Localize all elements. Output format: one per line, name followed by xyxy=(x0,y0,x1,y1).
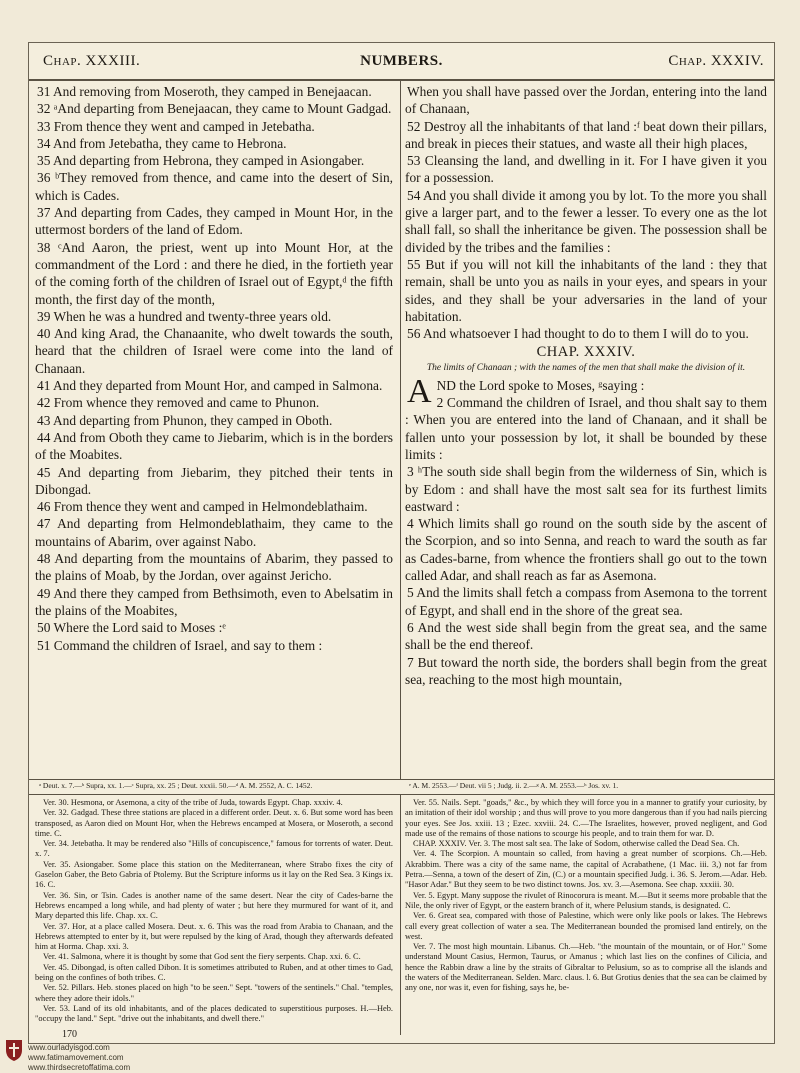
chapter-summary: The limits of Chanaan ; with the names of the men that shall make the division of it. xyxy=(426,362,746,373)
verse: 51 Command the children of Israel, and say to them : xyxy=(37,637,323,653)
url-link[interactable]: www.ourladyisgod.com xyxy=(28,1043,110,1052)
verse: 47 And departing from Helmondeblathaim, they came to the mountains of Abarim, over against Nabo. xyxy=(35,516,393,549)
column-divider xyxy=(400,79,401,779)
chapter-title: CHAP. XXXIV. xyxy=(536,344,636,361)
verse: 5 And the limits shall fetch a compass from Asemona to the torrent of Egypt, and shall end in the shore of the great sea. xyxy=(405,585,767,618)
verse: 50 Where the Lord said to Moses :ᵉ xyxy=(37,620,226,636)
verse: 48 And departing from the mountains of Abarim, they passed to the plains of Moab, by the Jordan, over against Jericho. xyxy=(35,551,393,584)
footnotes-left: ᵃ Deut. x. 7.—ᵇ Supra, xx. 1.—ᶜ Supra, xx. 25 ; Deut. xxxii. 50.—ᵈ A. M. 2552, A. C. 1452. xyxy=(39,781,313,790)
verse: 44 And from Oboth they came to Jiebarim, which is in the borders of the Moabites. xyxy=(35,429,393,463)
verse: When you shall have passed over the Jordan, entering into the land of Chanaan, xyxy=(405,84,767,117)
verse: 41 And they departed from Mount Hor, and camped in Salmona. xyxy=(37,378,383,394)
commentary-note: Ver. 45. Dibongad, is often called Dibon. It is sometimes attributed to Ruben, and at other times to Gad, being on the confines of both tribes. C. xyxy=(35,962,393,983)
notes-column-divider xyxy=(400,795,401,1035)
verse: 49 And there they camped from Bethsimoth, even to Abelsatim in the plains of the Moabites, xyxy=(35,585,393,618)
verse: 39 When he was a hundred and twenty-three years old. xyxy=(37,308,332,324)
footnote-rule xyxy=(29,779,774,780)
commentary-left xyxy=(35,798,393,1025)
verse: 34 And from Jetebatha, they came to Hebrona. xyxy=(37,135,287,151)
commentary-note: Ver. 37. Hor, at a place called Mosera. Deut. x. 6. This was the road from Arabia to Chanaan, and the Hebrews attempted to enter by it, but were repulsed by the king of Arad, though they afterwards defeated him at Horma. Chap. xxi. 3. xyxy=(35,921,393,952)
url-link[interactable]: www.thirdsecretoffatima.com xyxy=(28,1063,131,1072)
right-column xyxy=(405,83,767,688)
verse: 53 Cleansing the land, and dwelling in it. For I have given it you for a possession. xyxy=(405,153,767,186)
commentary-right xyxy=(405,798,767,994)
commentary-note: Ver. 6. Great sea, compared with those of Palestine, which were only like pools or lakes. The Hebrews call every great collection of water a sea. The Mediterranean bounded the promised land entirely, on the west. xyxy=(405,911,767,941)
verse: 7 But toward the north side, the borders shall begin from the great sea, reaching to the most high mountain, xyxy=(405,654,767,687)
commentary-note: Ver. 7. The most high mountain. Libanus. Ch.—Heb. "the mountain of the mountain, or of Hor." Some understand Mount Casius, Hermon, Taurus, or Amanus ; which last lies on the confines of Cilicia, and hence the Rabbin draw a line by the straits of Gibraltar to Pelusium, so as to comprise all the islands and the waters of the Mediterranean. Selden. Marc. claus. l. 6. But Grotius denies that the sea can be claimed by any one, nor was it, even for fishing, says he, be- xyxy=(405,942,767,993)
bible-page xyxy=(28,42,775,1044)
commentary-note: Ver. 4. The Scorpion. A mountain so called, from having a great number of scorpions. Ch.—Heb. Akrabbim. There was a city of the same name, the capital of Acrabathene, (1 Mac. iii. 3,) not far from Petra.—Senna, a town of the desert of Zin, (C.) or a mountain specified Judg. i. 36. S. Jerom.—Adar. Heb. "Hasor Adar." But they seem to be two distinct towns. Jos. xv. 3.—Asemona. See chap. xxxiii. 30. xyxy=(405,849,767,890)
commentary-note: Ver. 34. Jetebatha. It may be rendered also "Hills of concupiscence," famous for torrents of water. Deut. x. 7. xyxy=(35,839,393,859)
verse: 2 Command the children of Israel, and thou shalt say to them : When you are entered into the land of Chanaan, and it shall be fallen unto your possession by lot, it shall be bounded by these limits : xyxy=(405,395,767,462)
commentary-note: Ver. 55. Nails. Sept. "goads," &c., by which they will force you in a manner to gratify your curiosity, by an imitation of their idol worship ; and thus will prove to you more dangerous than if you had nails piercing your eyes. See Jos. xxiii. 13 ; Ezec. xxviii. 24. C.—The Israelites, however, proved negligent, and God made use of the remains of those nations to scourge his people, and to train them for war. D. xyxy=(405,798,767,838)
verse: 40 And king Arad, the Chanaanite, who dwelt towards the south, heard that the children of Israel were come into the land of Chanaan. xyxy=(35,326,393,376)
left-column xyxy=(35,83,393,654)
verse: 4 Which limits shall go round on the south side by the ascent of the Scorpion, and so into Senna, and reach to ward the south as far as Cades-barne, from whence the frontiers shall go out to the town called Adar, and shall reach as far as Asemona. xyxy=(405,516,767,584)
commentary-note: Ver. 52. Pillars. Heb. stones placed on high "to be seen." Sept. "towers of the sentinels." Chal. "temples, where they adore their idols." xyxy=(35,983,393,1003)
verse: 33 From thence they went and camped in Jetebatha. xyxy=(37,118,315,134)
shield-cross-icon xyxy=(4,1038,24,1062)
commentary-note: Ver. 41. Salmona, where it is thought by some that God sent the fiery serpents. Chap. xxi. 6. C. xyxy=(43,952,361,962)
drop-cap: A xyxy=(407,372,432,410)
notes-rule xyxy=(29,794,774,795)
verse: 56 And whatsoever I had thought to do to them I will do to you. xyxy=(407,326,749,342)
url-link[interactable]: www.fatimamovement.com xyxy=(28,1053,124,1062)
verse: 45 And departing from Jiebarim, they pitched their tents in Dibongad. xyxy=(35,464,393,497)
footnotes-right: ᵉ A. M. 2553.—ᶠ Deut. vii 5 ; Judg. ii. 2.—ᵍ A. M. 2553.—ʰ Jos. xv. 1. xyxy=(409,781,619,790)
commentary-note: CHAP. XXXIV. Ver. 3. The most salt sea. The lake of Sodom, otherwise called the Dead Sea. Ch. xyxy=(413,839,740,849)
commentary-note: Ver. 32. Gadgad. These three stations are placed in a different order. Deut. x. 6. But some word has been transposed, as Aaron died on Mount Hor, when the Hebrews encamped at Mosera, or Moseroth, a second time. C. xyxy=(35,808,393,838)
verse: 37 And departing from Cades, they camped in Mount Hor, in the uttermost borders of the land of Edom. xyxy=(35,205,393,238)
commentary-note: Ver. 53. Land of its old inhabitants, and of the places dedicated to superstitious purposes. H.—Heb. "occupy the land." Sept. "drive out the inhabitants, and dwell there." xyxy=(35,1003,393,1024)
verse: 3 ʰThe south side shall begin from the wilderness of Sin, which is by Edom : and shall have the most salt sea for its furthest limits eastward : xyxy=(405,464,767,514)
header-right-chapter: Chap. XXXIV. xyxy=(668,53,764,69)
verse: 42 From whence they removed and came to Phunon. xyxy=(37,395,320,411)
verse: 36 ᵇThey removed from thence, and came into the desert of Sin, which is Cades. xyxy=(35,170,393,203)
verse: 6 And the west side shall begin from the great sea, and the same shall be the end thereof. xyxy=(405,619,767,653)
verse: 35 And departing from Hebrona, they camped in Asiongaber. xyxy=(37,153,365,169)
verse: 38 ᶜAnd Aaron, the priest, went up into Mount Hor, at the commandment of the Lord : and there he died, in the fortieth year of the coming forth of the children of Israel out of Egypt,ᵈ the fifth month, the first day of the month, xyxy=(35,239,393,307)
commentary-note: Ver. 35. Asiongaber. Some place this station on the Mediterranean, where Strabo fixes the city of Gaselon Gaber, the Beto Gabria of Ptolemy. But the Scripture informs us it lay on the Red Sea. 3 Kings ix. 16. C. xyxy=(35,859,393,890)
header-left-chapter: Chap. XXXIII. xyxy=(43,53,141,69)
verse: 31 And removing from Moseroth, they camped in Benejaacan. xyxy=(37,84,372,99)
commentary-note: Ver. 5. Egypt. Many suppose the rivulet of Rinocorura is meant. M.—But it seems more probable that the Nile, the only river of Egypt, or the eastern branch of it, where Pelusium stands, is designated. C. xyxy=(405,890,767,910)
page-number: 170 xyxy=(62,1029,77,1040)
verse: 54 And you shall divide it among you by lot. To the more you shall give a larger part, and to the fewer a lesser. To every one as the lot shall fall, so shall the inheritance be given. The possession shall be divided by the tribes and the families : xyxy=(405,187,767,255)
chapter-first-verse xyxy=(405,372,767,410)
header-book-title: NUMBERS. xyxy=(360,53,443,69)
commentary-note: Ver. 36. Sin, or Tsin. Cades is another name of the same desert. Near the city of Cades-barne the Hebrews encamped a long while, and had plenty of water ; but here they murmured for want of it, and Mary departed this life. Chap. xx. C. xyxy=(35,890,393,921)
verse: 55 But if you will not kill the inhabitants of the land : they that remain, shall be unto you as nails in your eyes, and spears in your sides, and they shall be your adversaries in the land of your habitation. xyxy=(405,256,767,324)
verse: 46 From thence they went and camped in Helmondeblathaim. xyxy=(37,499,368,515)
verse: 43 And departing from Phunon, they camped in Oboth. xyxy=(37,412,333,428)
verse: 52 Destroy all the inhabitants of that land :ᶠ beat down their pillars, and break in pieces their statues, and waste all their high places, xyxy=(405,118,767,151)
website-urls xyxy=(28,1043,130,1073)
running-header xyxy=(29,43,774,81)
commentary-note: Ver. 30. Hesmona, or Asemona, a city of the tribe of Juda, towards Egypt. Chap. xxxiv. 4. xyxy=(43,798,343,807)
first-line-text: ND the Lord spoke to Moses, ᵍsaying : xyxy=(436,377,645,393)
verse: 32 ᵃAnd departing from Benejaacan, they came to Mount Gadgad. xyxy=(37,101,392,117)
